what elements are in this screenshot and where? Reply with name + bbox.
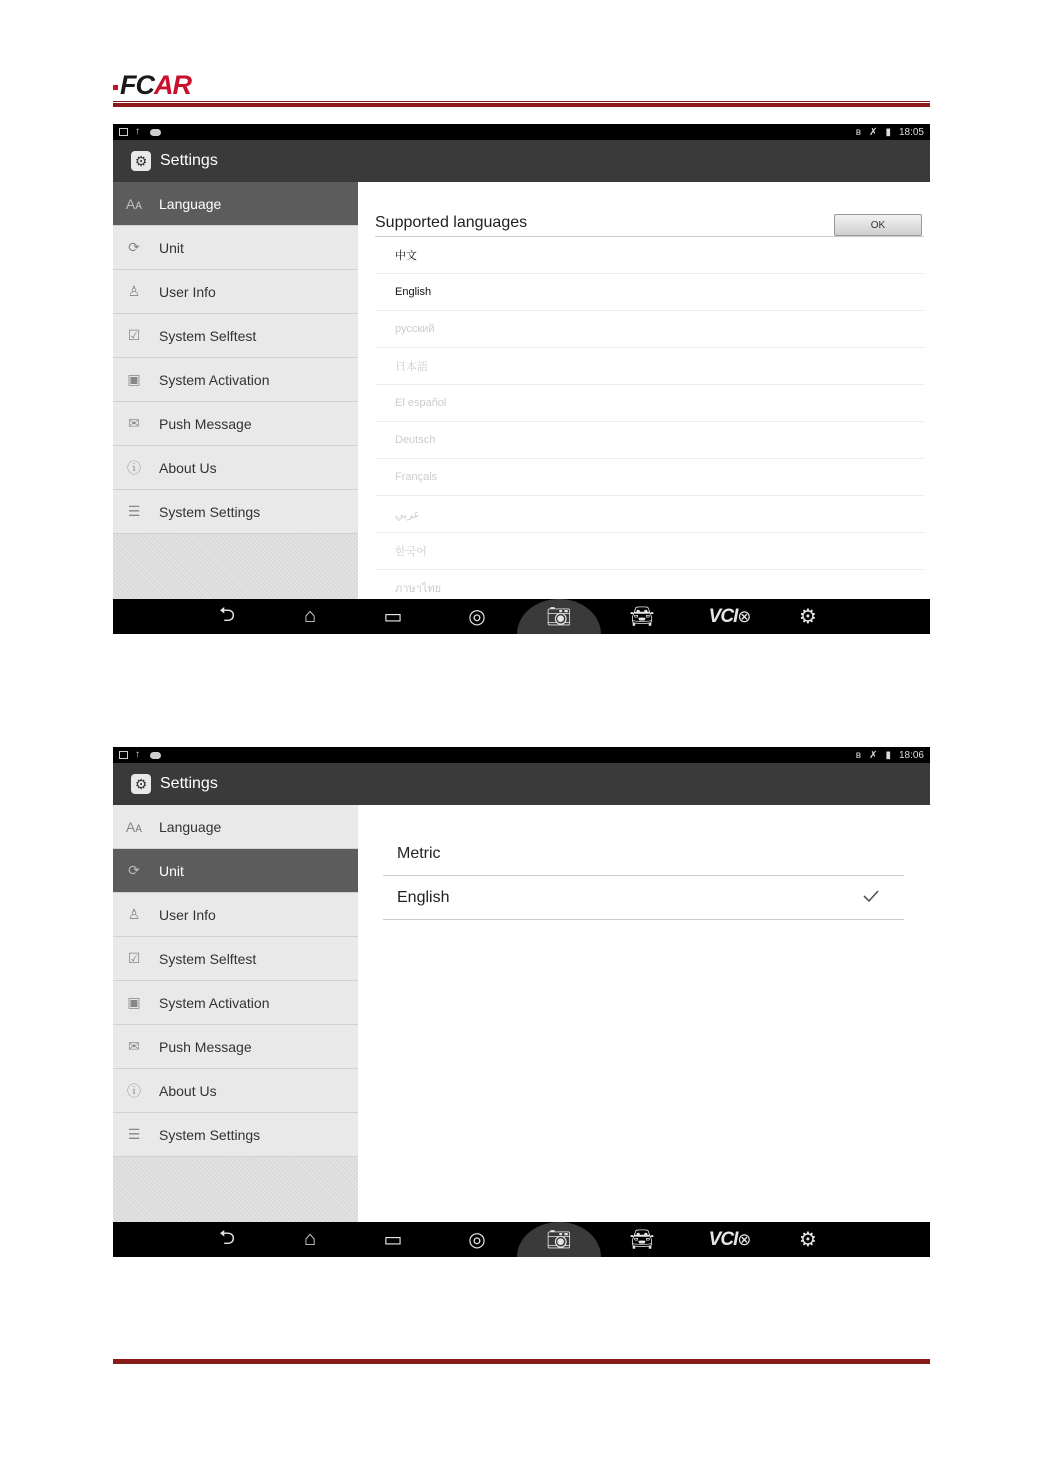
sidebar-item-user-info[interactable]: ♙ User Info <box>113 270 358 314</box>
mute-icon: ✗ <box>869 749 878 761</box>
screenshot-language <box>113 124 930 634</box>
language-item-thai: ภาษาไทย <box>375 570 924 599</box>
upload-icon: ↑ <box>135 749 140 760</box>
sidebar-item-unit[interactable]: ⟳ Unit <box>113 226 358 270</box>
language-panel <box>358 182 930 599</box>
language-list <box>375 236 924 599</box>
bluetooth-icon: ʙ <box>855 749 862 761</box>
sidebar-item-about-us[interactable]: ⓘ About Us <box>113 446 358 490</box>
camera-icon[interactable]: 📷︎ <box>517 1222 601 1257</box>
language-item-korean: 한국어 <box>375 533 924 570</box>
sidebar-item-about-us[interactable]: ⓘ About Us <box>113 1069 358 1113</box>
image-icon <box>119 751 128 759</box>
language-item-arabic: عربي <box>375 496 924 533</box>
sidebar-item-system-activation[interactable]: ▣ System Activation <box>113 358 358 402</box>
image-icon <box>119 128 128 136</box>
browser-icon[interactable]: ◎ <box>468 606 486 628</box>
car-icon[interactable]: 🚘︎ <box>629 606 655 628</box>
browser-icon[interactable]: ◎ <box>468 1229 486 1251</box>
battery-icon: ▮ <box>885 126 891 138</box>
home-icon[interactable]: ⌂ <box>303 1228 317 1250</box>
unit-list <box>383 832 904 920</box>
sidebar-item-system-settings[interactable]: ☰ System Settings <box>113 1113 358 1157</box>
sliders-icon: ☰ <box>127 503 141 519</box>
bluetooth-icon: ʙ <box>855 126 862 138</box>
checkmark-icon <box>862 887 880 905</box>
title-bar <box>113 140 930 182</box>
sidebar-item-unit[interactable]: ⟳ Unit <box>113 849 358 893</box>
sidebar <box>113 805 358 1222</box>
back-icon[interactable]: ⮌ <box>218 603 236 626</box>
title-bar <box>113 763 930 805</box>
screenshot-unit <box>113 747 930 1257</box>
language-item-chinese[interactable]: 中文 <box>375 237 924 274</box>
refresh-icon: ⟳ <box>128 239 140 255</box>
language-item-french: Français <box>375 459 924 496</box>
clock: 18:06 <box>898 749 924 761</box>
language-item-spanish: El español <box>375 385 924 422</box>
recent-apps-icon[interactable]: ▭ <box>383 606 403 628</box>
activation-icon: ▣ <box>127 994 141 1010</box>
sidebar-item-language[interactable]: Aᴀ Language <box>113 182 358 226</box>
status-bar <box>113 124 930 140</box>
sidebar-item-language[interactable]: Aᴀ Language <box>113 805 358 849</box>
message-icon: ✉ <box>128 1038 140 1054</box>
language-item-russian: русский <box>375 311 924 348</box>
nav-bar <box>113 599 930 634</box>
user-icon: ♙ <box>127 283 141 299</box>
settings-gear-icon[interactable]: ⚙ <box>799 1229 817 1251</box>
home-icon[interactable]: ⌂ <box>303 605 317 627</box>
app-title: Settings <box>160 775 218 792</box>
sidebar-item-push-message[interactable]: ✉ Push Message <box>113 402 358 446</box>
refresh-icon: ⟳ <box>128 862 140 878</box>
nav-bar <box>113 1222 930 1257</box>
settings-app-icon: ⚙ <box>131 774 151 794</box>
settings-app-icon: ⚙ <box>131 151 151 171</box>
selftest-icon: ☑ <box>127 950 141 966</box>
sidebar-item-user-info[interactable]: ♙ User Info <box>113 893 358 937</box>
car-icon[interactable]: 🚘︎ <box>629 1229 655 1251</box>
clock: 18:05 <box>898 126 924 138</box>
font-size-icon: Aᴀ <box>125 818 143 835</box>
gamepad-icon <box>150 129 161 136</box>
info-icon: ⓘ <box>127 459 141 476</box>
sidebar-item-system-settings[interactable]: ☰ System Settings <box>113 490 358 534</box>
sidebar-item-push-message[interactable]: ✉ Push Message <box>113 1025 358 1069</box>
mute-icon: ✗ <box>869 126 878 138</box>
status-bar <box>113 747 930 763</box>
upload-icon: ↑ <box>135 126 140 137</box>
sidebar <box>113 182 358 599</box>
ok-button[interactable]: OK <box>834 214 922 236</box>
message-icon: ✉ <box>128 415 140 431</box>
user-icon: ♙ <box>127 906 141 922</box>
supported-languages-heading: Supported languages <box>375 214 528 231</box>
footer-rule <box>113 1358 930 1364</box>
unit-option-english[interactable]: English <box>383 876 904 920</box>
language-item-english[interactable]: English <box>375 274 924 311</box>
app-title: Settings <box>160 152 218 169</box>
font-size-icon: Aᴀ <box>125 195 143 212</box>
unit-panel <box>358 805 930 1222</box>
info-icon: ⓘ <box>127 1082 141 1099</box>
back-icon[interactable]: ⮌ <box>218 1226 236 1249</box>
header-rule <box>113 101 930 107</box>
sidebar-item-system-selftest[interactable]: ☑ System Selftest <box>113 937 358 981</box>
sidebar-item-system-selftest[interactable]: ☑ System Selftest <box>113 314 358 358</box>
language-item-german: Deutsch <box>375 422 924 459</box>
fcar-logo <box>113 70 191 100</box>
recent-apps-icon[interactable]: ▭ <box>383 1229 403 1251</box>
settings-gear-icon[interactable]: ⚙ <box>799 606 817 628</box>
vci-icon[interactable]: VCI ⊗ <box>708 605 752 627</box>
language-item-japanese: 日本語 <box>375 348 924 385</box>
camera-icon[interactable]: 📷︎ <box>517 599 601 634</box>
battery-icon: ▮ <box>885 749 891 761</box>
activation-icon: ▣ <box>127 371 141 387</box>
logo-dot <box>113 85 118 90</box>
sliders-icon: ☰ <box>127 1126 141 1142</box>
gamepad-icon <box>150 752 161 759</box>
logo-text: FCAR <box>120 69 191 100</box>
selftest-icon: ☑ <box>127 327 141 343</box>
sidebar-item-system-activation[interactable]: ▣ System Activation <box>113 981 358 1025</box>
unit-option-metric[interactable]: Metric <box>383 832 904 876</box>
vci-icon[interactable]: VCI ⊗ <box>708 1228 752 1250</box>
